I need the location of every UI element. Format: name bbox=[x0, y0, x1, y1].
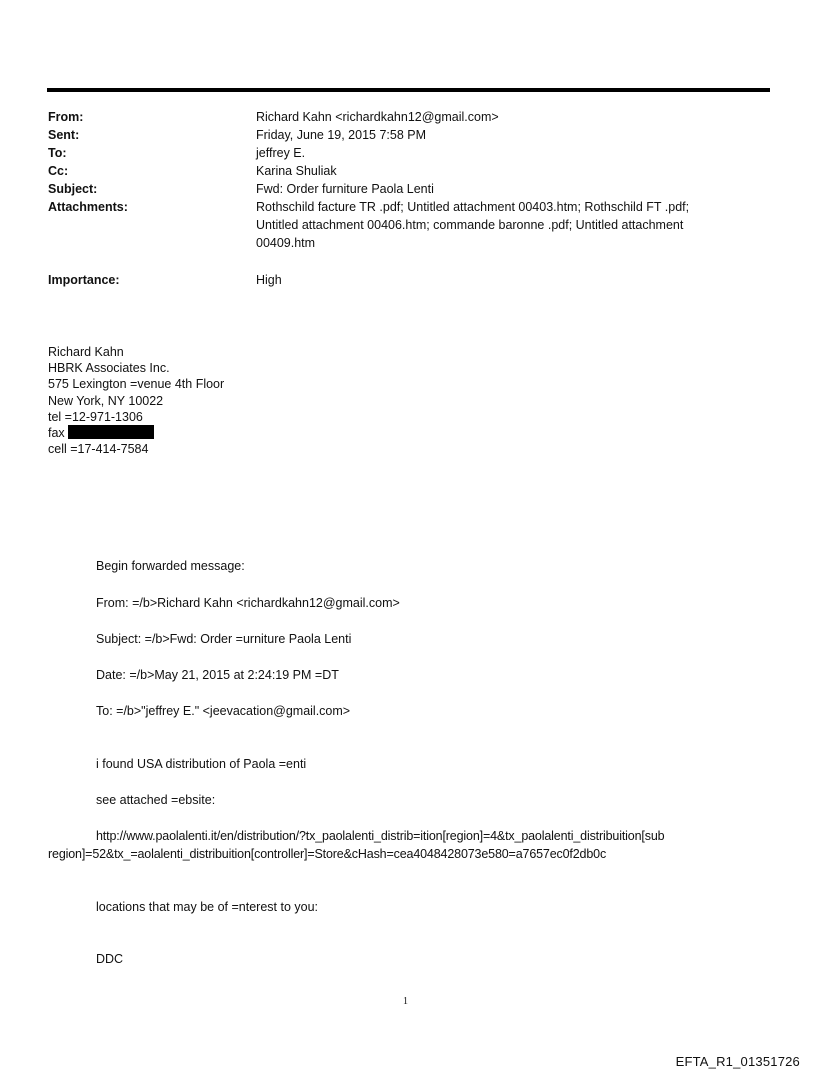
signature-fax bbox=[48, 425, 224, 441]
forward-subject: Subject: =/b>Fwd: Order =urniture Paola Lenti bbox=[96, 632, 352, 646]
body-line-3: locations that may be of =nterest to you: bbox=[96, 900, 319, 914]
attachments-value bbox=[256, 198, 726, 252]
signature-name: Richard Kahn bbox=[48, 345, 124, 359]
url-line-2: region]=52&tx_=aolalenti_distribuition[controller]=Store&cHash=cea4048428073e580=a7657ec0f2db0c bbox=[48, 847, 607, 861]
subject-label: Subject: bbox=[48, 182, 98, 196]
url-line-1: http://www.paolalenti.it/en/distribution/?tx_paolalenti_distrib=ition[region]=4&tx_paolalenti_distribuition[sub bbox=[96, 829, 665, 843]
redaction-block bbox=[68, 425, 154, 439]
importance-value: High bbox=[256, 273, 282, 287]
from-value: Richard Kahn <richardkahn12@gmail.com> bbox=[256, 110, 499, 124]
attachments-line-1: Rothschild facture TR .pdf; Untitled attachment 00403.htm; Rothschild FT .pdf; bbox=[256, 200, 690, 214]
to-label: To: bbox=[48, 146, 67, 160]
from-label: From: bbox=[48, 110, 84, 124]
body-line-1: i found USA distribution of Paola =enti bbox=[96, 757, 307, 771]
bates-number: EFTA_R1_01351726 bbox=[675, 1054, 800, 1069]
page-number: 1 bbox=[403, 996, 408, 1007]
body-line-4: DDC bbox=[96, 952, 124, 966]
signature-cell: cell =17-414-7584 bbox=[48, 442, 149, 457]
attachments-line-3: 00409.htm bbox=[256, 236, 316, 250]
cc-value: Karina Shuliak bbox=[256, 164, 337, 178]
forward-intro: Begin forwarded message: bbox=[96, 559, 245, 573]
sent-value: Friday, June 19, 2015 7:58 PM bbox=[256, 128, 427, 142]
signature-address-2: New York, NY 10022 bbox=[48, 393, 164, 408]
forward-from: From: =/b>Richard Kahn <richardkahn12@gmail.com> bbox=[96, 596, 400, 610]
signature-tel: tel =12-971-1306 bbox=[48, 409, 143, 424]
to-value: jeffrey E. bbox=[256, 146, 306, 160]
signature-company: HBRK Associates Inc. bbox=[48, 361, 170, 376]
subject-value: Fwd: Order furniture Paola Lenti bbox=[256, 182, 434, 196]
signature-block bbox=[48, 344, 224, 457]
header-rule bbox=[47, 88, 770, 92]
fax-label: fax bbox=[48, 426, 65, 441]
importance-label: Importance: bbox=[48, 273, 120, 287]
sent-label: Sent: bbox=[48, 128, 80, 142]
attachments-line-2: Untitled attachment 00406.htm; commande baronne .pdf; Untitled attachment bbox=[256, 218, 684, 232]
body-line-2: see attached =ebsite: bbox=[96, 793, 216, 807]
signature-address-1: 575 Lexington =venue 4th Floor bbox=[48, 377, 225, 392]
attachments-label: Attachments: bbox=[48, 200, 128, 214]
forward-to: To: =/b>"jeffrey E." <jeevacation@gmail.com> bbox=[96, 704, 351, 718]
forward-date: Date: =/b>May 21, 2015 at 2:24:19 PM =DT bbox=[96, 668, 339, 682]
cc-label: Cc: bbox=[48, 164, 69, 178]
